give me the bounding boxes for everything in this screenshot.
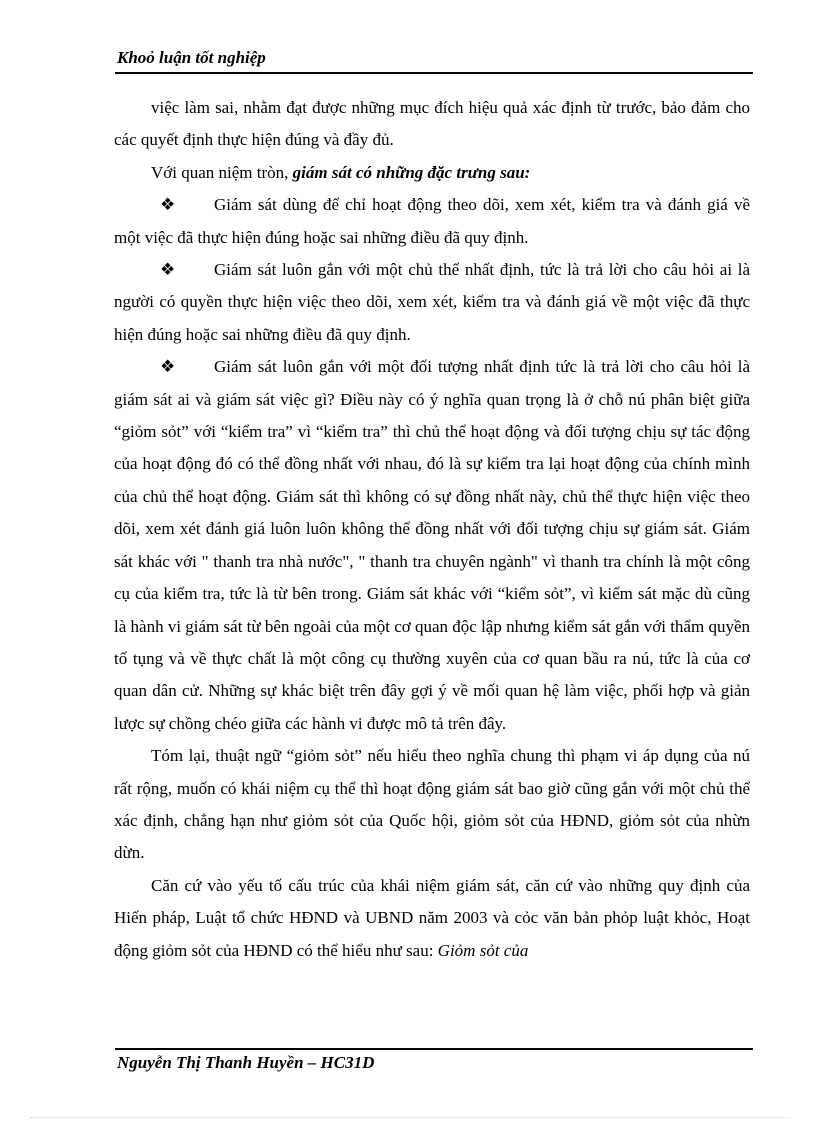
header-rule <box>115 72 753 74</box>
paragraph-3: Tóm lại, thuật ngữ “giỏm sỏt” nếu hiểu theo nghĩa chung thì phạm vi áp dụng của nú rất rộng, muốn có khái niệm cụ thể thì hoạt động giám sát bao giờ cũng gắn với một chủ thể xác định, chẳng hạn như giỏm sỏt của Quốc hội, giỏm sỏt của HĐND, giỏm sỏt của nhừn dừn. <box>114 746 750 863</box>
diamond-bullet-icon: ❖ <box>160 195 176 215</box>
footer-author: Nguyễn Thị Thanh Huyền – HC31D <box>117 1053 375 1072</box>
page-header-title: Khoỏ luận tốt nghiệp <box>117 48 266 67</box>
paragraph-4-italic: Giỏm sỏt của <box>437 940 529 960</box>
bullet-item-3 <box>114 351 750 740</box>
paragraph-2-lead: Với quan niệm tròn, <box>151 162 293 182</box>
bullet-item-3-text: Giám sát luôn gắn với một đối tượng nhất định tức là trả lời cho câu hỏi là giám sát ai và giám sát việc gì? Điều này có ý nghĩa quan trọng là ở chỗ nú phân biệt giữa “giỏm sỏt” với “kiểm tra” vì “kiểm tra” thì chủ thể hoạt động và đối tượng chịu sự tác động của hoạt động đó có thể đồng nhất với nhau, đó là sự kiểm tra lại hoạt động của chính mình của chủ thể hoạt động. Giám sát thì không có sự đồng nhất này, chủ thể thực hiện việc theo dõi, xem xét đánh giá luôn luôn không thể đồng nhất với đối tượng chịu sự giám sát. Giám sát khác với " thanh tra nhà nước", " thanh tra chuyên ngành" vì thanh tra chính là một công cụ của kiểm tra, tức là từ bên trong. Giám sát khác với “kiểm sỏt”, vì kiểm sát mặc dù cũng là hành vi giám sát từ bên ngoài của một cơ quan độc lập nhưng kiểm sát gắn với thẩm quyền tố tụng và về thực chất là một công cụ thường xuyên của cơ quan bầu ra nú, tức là của cơ quan dân cử. Những sự khác biệt trên đây gợi ý về mối quan hệ làm việc, phối hợp và giản lược sự chồng chéo giữa các hành vi được mô tả trên đây. <box>114 357 750 733</box>
paragraph-2-emphasis: giám sát có những đặc trưng sau: <box>292 162 531 182</box>
page-edge-dotted-line <box>30 1117 790 1118</box>
bullet-item-1-text: Giám sát dùng để chỉ hoạt động theo dõi, xem xét, kiểm tra và đánh giá về một việc đã thực hiện đúng hoặc sai những điều đã quy định. <box>114 195 750 247</box>
footer-rule <box>115 1048 753 1050</box>
paragraph-2 <box>114 157 750 189</box>
paragraph-4-lead: Căn cứ vào yếu tố cấu trúc của khái niệm giám sát, căn cứ vào những quy định của Hiến pháp, Luật tổ chức HĐND và UBND năm 2003 và cỏc văn bản phỏp luật khỏc, Hoạt động giỏm sỏt của HĐND có thể hiểu như sau: <box>114 875 750 960</box>
paragraph-4 <box>114 870 750 967</box>
bullet-item-2-text: Giám sát luôn gắn với một chủ thể nhất định, tức là trả lời cho câu hỏi ai là người có quyền thực hiện việc theo dõi, xem xét, kiểm tra và đánh giá về một việc đã thực hiện đúng hoặc sai những điều đã quy định. <box>114 260 750 344</box>
paragraph-1: việc làm sai, nhằm đạt được những mục đích hiệu quả xác định từ trước, bảo đảm cho các quyết định thực hiện đúng và đầy đủ. <box>114 98 750 150</box>
bullet-item-2 <box>114 254 750 351</box>
document-body <box>114 92 750 967</box>
diamond-bullet-icon: ❖ <box>160 260 176 280</box>
bullet-item-1 <box>114 189 750 254</box>
diamond-bullet-icon: ❖ <box>160 357 176 377</box>
